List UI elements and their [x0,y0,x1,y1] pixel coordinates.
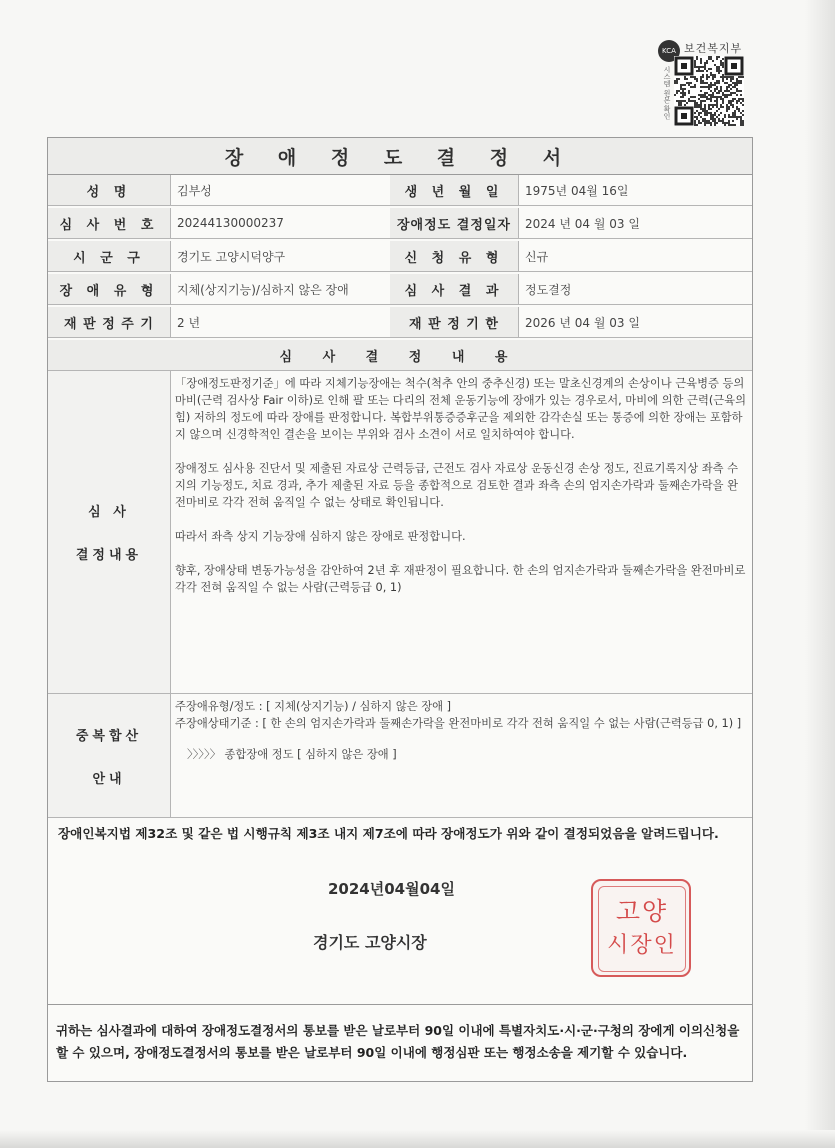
official-seal-icon [591,879,691,977]
combined-label-line2: 안내 [92,771,126,787]
row-name-dob [48,175,752,206]
appeal-notice: 귀하는 심사결과에 대하여 장애정도결정서의 통보를 받은 날로부터 90일 이내에 특별자치도·시·군·구청의 장에게 이의신청을 할 수 있으며, 장애정도결정서의 통보를 받은 날로부터 90일 이내에 행정심판 또는 행정소송을 제기할 수 있습니다. [56,1023,740,1060]
district-label: 시 군 구 [48,241,171,271]
review-label-line1: 심 사 [88,505,130,520]
seal-inner [598,886,686,972]
application-type-label: 신 청 유 형 [390,241,519,271]
kca-badge-icon: KCA [658,40,680,62]
verification-vertical-text: 시스템 원본 확인 [663,66,671,120]
disability-decision-form [47,137,753,1082]
recheck-deadline-value: 2026 년 04 월 03 일 [525,315,640,330]
application-type-value: 신규 [525,249,549,264]
verification-qr [650,30,750,130]
review-paragraph: 장애정도 심사용 진단서 및 제출된 자료상 근력등급, 근전도 검사 자료상 운동신경 손상 정도, 진료기록지상 좌측 수지의 기능정도, 치료 경과, 추가 제출된 자료 등을 종합적으로 검토한 결과 좌측 손의 엄지손가락과 둘째손가락을 완전마비로 각각 전혀 움직일 수 없는 상태로 확인됩니다. [175,462,739,509]
name-label: 성 명 [48,175,171,205]
review-content [175,375,747,613]
section-title: 심 사 결 정 내 용 [48,340,752,371]
review-paragraph: 따라서 좌측 상지 기능장애 심하지 않은 장애로 판정합니다. [175,530,466,543]
combined-label [48,694,171,817]
disability-type-value: 지체(상지기능)/심하지 않은 장애 [171,274,396,304]
scan-edge [805,0,835,1148]
scan-bottom-edge [0,1130,835,1148]
recheck-cycle-label: 재 판 정 주 기 [48,307,171,337]
legal-notice: 장애인복지법 제32조 및 같은 법 시행규칙 제3조 내지 제7조에 따라 장애정도가 위와 같이 결정되었음을 알려드립니다. [58,825,719,841]
combined-content [175,698,747,763]
review-label-line2: 결정내용 [75,548,143,563]
combined-label-line1: 중복합산 [75,728,143,744]
review-label [48,371,171,693]
review-result-value: 정도결정 [525,282,572,297]
disability-type-label: 장 애 유 형 [48,274,171,304]
review-no-value: 20244130000237 [171,208,396,238]
recheck-deadline-label: 재 판 정 기 한 [390,307,519,337]
seal-text-line1: 고양 [615,897,669,926]
review-block [48,371,752,694]
main-disability-type: 주장애유형/정도 : [ 지체(상지기능) / 심하지 않은 장애 ] [175,700,452,713]
name-value: 김부성 [171,175,396,205]
qr-code-icon [674,56,744,126]
dob-label: 생 년 월 일 [390,175,519,205]
row-review-no [48,208,752,239]
appeal-notice-box [48,1004,752,1081]
total-disability-level: 〉〉〉〉〉 종합장애 정도 [ 심하지 않은 장애 ] [187,748,397,761]
review-paragraph: 「장애정도판정기준」에 따라 지체기능장애는 척수(척추 안의 중추신경) 또는 말초신경계의 손상이나 근육병증 등의 마비(근력 검사상 Fair 이하)로 인해 팔 또는 다리의 전체 운동기능에 장애가 있는 경우로서, 마비에 의한 근력(근육의 힘) 저하의 정도에 따라 장애를 판정합니다. 복합부위통증증후군을 제외한 감각손실 또는 통증에 의한 장애는 포함하지 않으며 신경학적인 결손을 보이는 부위와 검사 소견이 서로 일치하여야 합니다. [175,377,747,441]
decision-date-value: 2024 년 04 월 03 일 [525,216,640,231]
decision-date-label: 장애정도 결정일자 [390,208,519,238]
ministry-name: 보건복지부 [684,42,743,55]
district-value: 경기도 고양시덕양구 [171,241,396,271]
row-recheck [48,307,752,338]
combined-block [48,694,752,818]
document-title: 장 애 정 도 결 정 서 [224,146,576,169]
issue-date: 2024년04월04일 [328,880,455,898]
main-disability-criteria: 주장애상태기준 : [ 한 손의 엄지손가락과 둘째손가락을 완전마비로 각각 전혀 움직일 수 없는 사람(근력등급 0, 1) ] [175,717,742,730]
seal-text-line2: 시장인 [607,933,677,958]
review-no-label: 심 사 번 호 [48,208,171,238]
review-paragraph: 향후, 장애상태 변동가능성을 감안하여 2년 후 재판정이 필요합니다. 한 손의 엄지손가락과 둘째손가락을 완전마비로 각각 전혀 움직일 수 없는 사람(근력등급 0, 1) [175,564,746,594]
document-title-bar [48,138,752,175]
dob-value: 1975년 04월 16일 [525,183,629,198]
review-result-label: 심 사 결 과 [390,274,519,304]
row-disability-type [48,274,752,305]
row-district [48,241,752,272]
issuer-name: 경기도 고양시장 [313,933,427,952]
recheck-cycle-value: 2 년 [171,307,396,337]
